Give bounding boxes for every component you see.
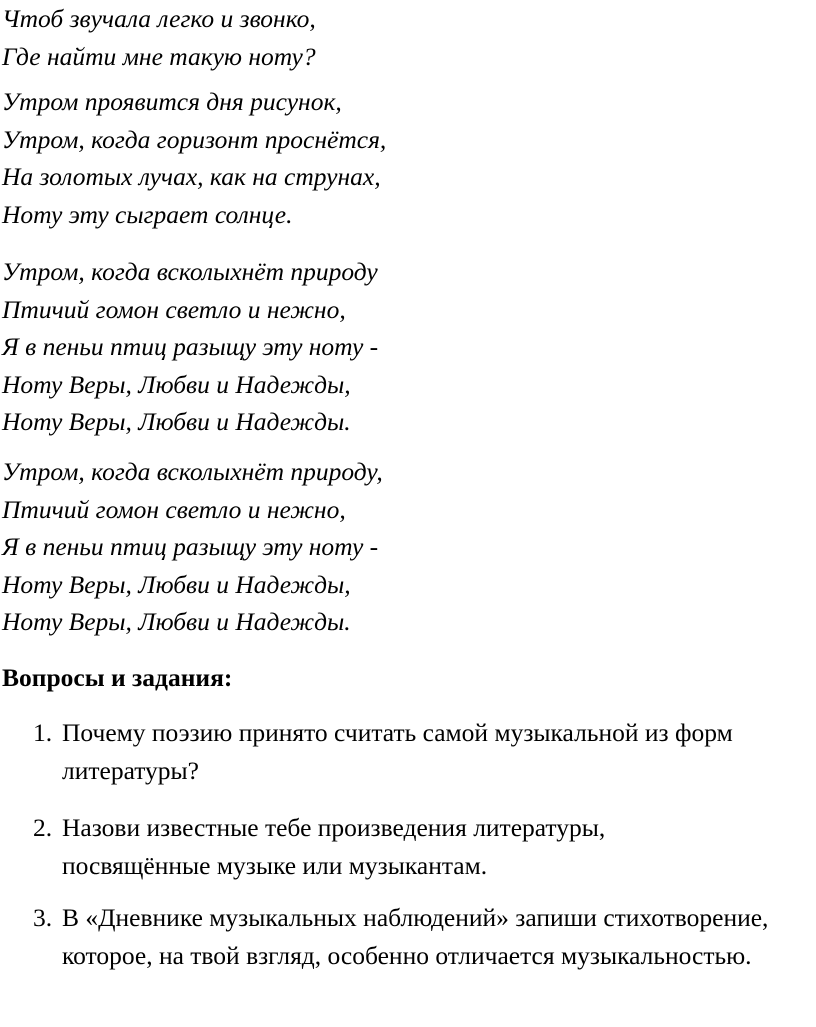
question-item-2 bbox=[33, 809, 733, 884]
question-item-1 bbox=[33, 714, 816, 789]
question-number: 3. bbox=[33, 903, 53, 932]
poem-line: Птичий гомон светло и нежно, bbox=[2, 294, 346, 324]
poem-line: Ноту Веры, Любви и Надежды, bbox=[2, 569, 351, 599]
poem-stanza-1 bbox=[2, 0, 316, 75]
question-item-3 bbox=[33, 899, 808, 974]
poem-line: Утром, когда всколыхнёт природу, bbox=[2, 457, 383, 486]
poem-line: Ноту Веры, Любви и Надежды. bbox=[2, 407, 351, 436]
question-number: 2. bbox=[33, 813, 53, 842]
question-text: В «Дневнике музыкальных наблюдений» запиши стихотворение, которое, на твой взгляд, особенно отличается музыкальностью. bbox=[62, 903, 769, 970]
question-text: Назови известные тебе произведения литературы, посвящённые музыке или музыкантам. bbox=[62, 813, 606, 880]
question-text: Почему поэзию принято считать самой музыкальной из форм литературы? bbox=[62, 718, 733, 785]
questions-heading: Вопросы и задания: bbox=[2, 663, 233, 692]
question-number: 1. bbox=[33, 718, 53, 747]
poem-stanza-4 bbox=[2, 453, 383, 641]
poem-line: Утром, когда горизонт проснётся, bbox=[2, 124, 387, 154]
poem-line: Утром проявится дня рисунок, bbox=[2, 87, 342, 116]
poem-line: На золотых лучах, как на струнах, bbox=[2, 162, 381, 191]
poem-line: Ноту Веры, Любви и Надежды, bbox=[2, 369, 351, 399]
poem-line: Утром, когда всколыхнёт природу bbox=[2, 257, 378, 286]
poem-line: Птичий гомон светло и нежно, bbox=[2, 494, 346, 524]
poem-line: Ноту Веры, Любви и Надежды. bbox=[2, 607, 351, 636]
poem-stanza-3 bbox=[2, 253, 378, 441]
poem-line: Где найти мне такую ноту? bbox=[2, 41, 316, 71]
poem-stanza-2 bbox=[2, 83, 386, 233]
poem-line: Ноту эту сыграет солнце. bbox=[2, 199, 293, 229]
poem-line: Я в пеньи птиц разыщу эту ноту - bbox=[2, 532, 379, 561]
poem-line: Чтоб звучала легко и звонко, bbox=[2, 4, 316, 33]
poem-line: Я в пеньи птиц разыщу эту ноту - bbox=[2, 332, 379, 361]
